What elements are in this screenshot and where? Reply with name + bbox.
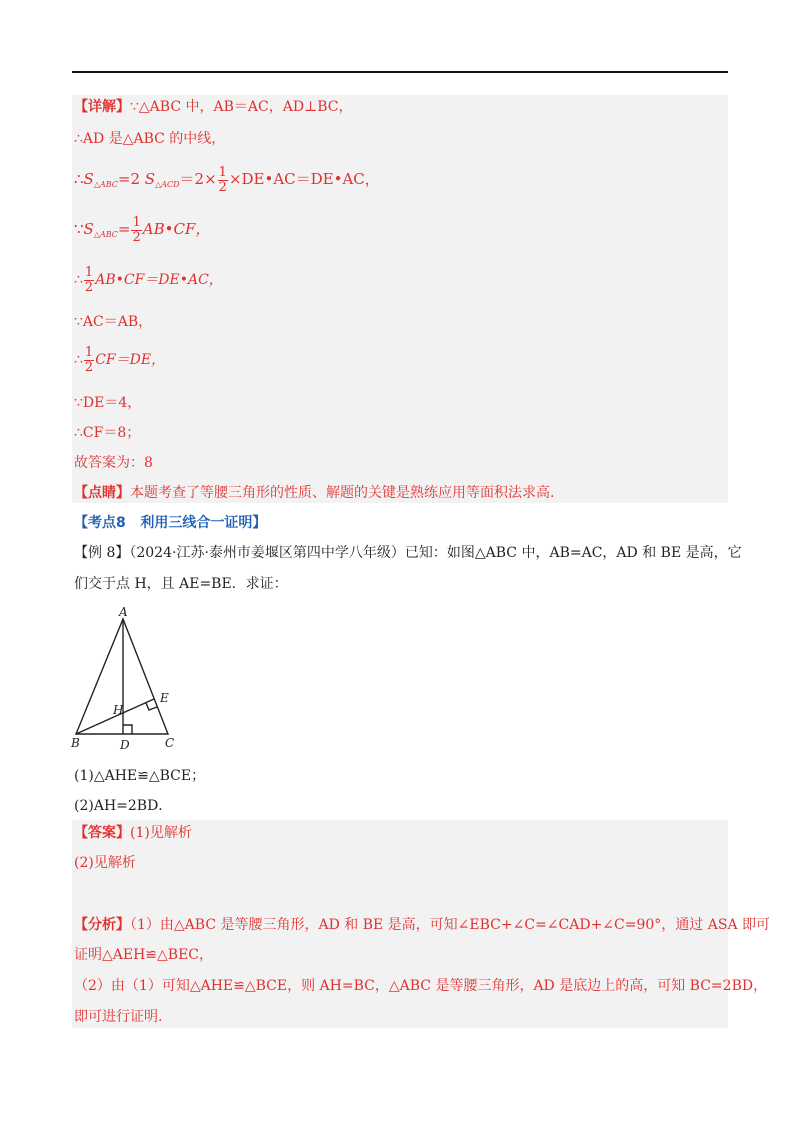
- analysis-text-1: （1）由△ABC 是等腰三角形，AD 和 BE 是高，可知∠EBC+∠C=∠CAD+∠C=90°，通过 ASA 即可: [130, 917, 771, 933]
- triangle-diagram: [70, 604, 180, 752]
- detail-line-1: [74, 97, 352, 117]
- header-rule: [72, 71, 728, 73]
- comment-line: [74, 483, 554, 503]
- right-angle-mark-d: [123, 725, 132, 734]
- detail-tag: 【详解】: [74, 99, 130, 115]
- comment-tag: 【点睛】: [74, 485, 130, 501]
- example-line-2: 们交于点 H，且 AE=BE．求证：: [74, 576, 288, 592]
- question-1: (1)△AHE≌△BCE；: [74, 768, 206, 784]
- detail-line-9: ∴CF＝8；: [74, 425, 141, 441]
- answer-line-1: [74, 823, 192, 843]
- detail-line-5: ∴ $\frac{1}{2}$ AB•CF＝DE•AC，: [74, 264, 223, 295]
- fraction: $\frac{1}{2}$: [84, 264, 94, 295]
- detail-line-3: $\therefore S_{\triangle ABC}=2$ $S_{\triangle ACD}=2\times$ $\frac{1}{2}$ ×DE•AC＝DE•AC，: [74, 164, 380, 195]
- label-b: B: [71, 736, 80, 750]
- triangle-figure: [70, 604, 180, 756]
- label-h: H: [113, 703, 124, 717]
- analysis-line-4: 即可进行证明.: [74, 1009, 163, 1025]
- section-heading: [74, 513, 266, 533]
- fraction: $\frac{1}{2}$: [84, 344, 94, 375]
- section-title: 利用三线合一证明】: [140, 515, 267, 531]
- analysis-line-2: 证明△AEH≌△BEC，: [74, 947, 214, 963]
- analysis-tag: 【分析】: [74, 917, 130, 933]
- detail-line-4: $\because S_{\triangle ABC}=$ $\frac{1}{2}$ AB•CF，: [74, 214, 211, 245]
- label-c: C: [165, 736, 175, 750]
- answer-line-2: (2)见解析: [74, 855, 136, 871]
- detail-text-1: ∵△ABC 中，AB＝AC，AD⊥BC，: [130, 99, 353, 115]
- example-line-1: [74, 543, 742, 563]
- fraction: $\frac{1}{2}$: [132, 214, 141, 245]
- answer-1: (1)见解析: [130, 825, 192, 841]
- analysis-line-1: [74, 915, 770, 935]
- section-tag: 【考点8: [74, 515, 126, 531]
- label-a: A: [119, 605, 128, 619]
- right-angle-mark-e: [146, 703, 157, 710]
- detail-line-2: ∴AD 是△ABC 的中线，: [74, 131, 226, 147]
- fraction: $\frac{1}{2}$: [218, 164, 227, 195]
- answer-tag: 【答案】: [74, 825, 130, 841]
- label-d: D: [120, 738, 130, 752]
- label-e: E: [160, 691, 169, 705]
- detail-line-7: ∴ $\frac{1}{2}$ CF＝DE，: [74, 344, 166, 375]
- analysis-line-3: （2）由（1）可知△AHE≌△BCE，则 AH=BC，△ABC 是等腰三角形，AD 是底边上的高，可知 BC=2BD，: [74, 978, 768, 994]
- detail-block: [72, 95, 728, 503]
- question-2: (2)AH=2BD．: [74, 798, 173, 814]
- example-text-1: （2024·江苏·泰州市姜堰区第四中学八年级）已知：如图△ABC 中，AB=AC，AD 和 BE 是高，它: [129, 545, 742, 561]
- detail-line-10: 故答案为：8: [74, 455, 153, 471]
- example-tag: 【例 8】: [74, 545, 130, 561]
- detail-line-6: ∵AC＝AB，: [74, 314, 153, 330]
- detail-line-8: ∵DE＝4，: [74, 395, 142, 411]
- comment-text: 本题考查了等腰三角形的性质、解题的关键是熟练应用等面积法求高.: [130, 485, 555, 501]
